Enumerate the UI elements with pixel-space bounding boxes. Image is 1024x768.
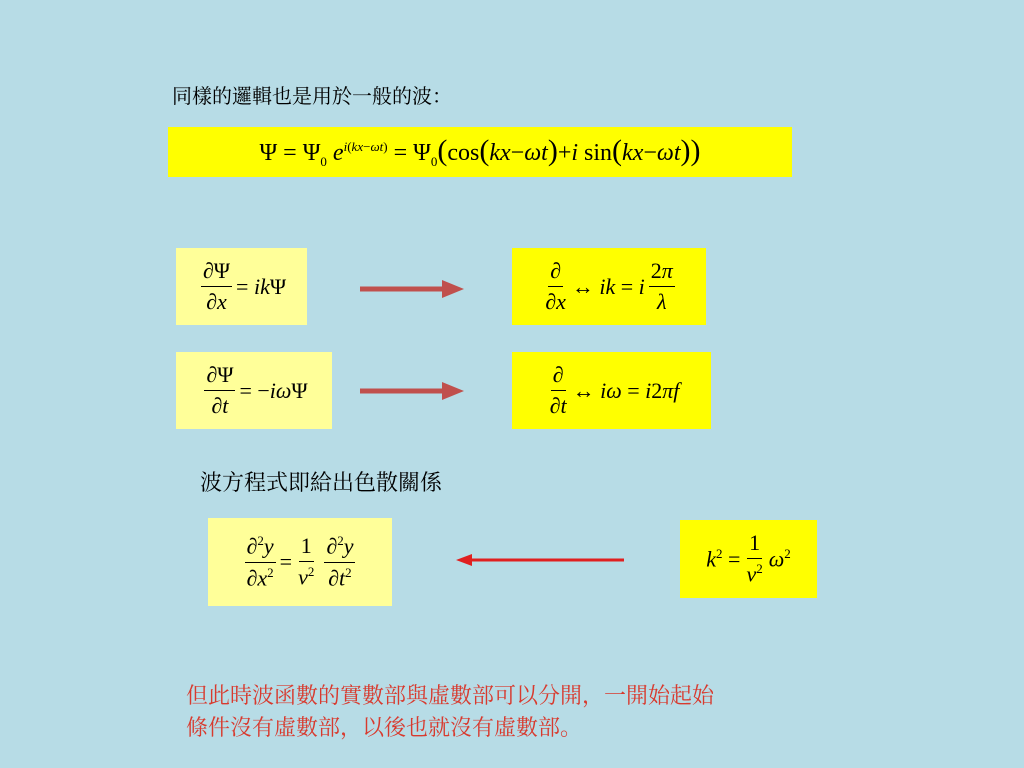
- bottom-note-line-2: 條件沒有虛數部，以後也就沒有虛數部。: [186, 716, 583, 741]
- wave-function-equation: $\Psi = \Psi_0$ $e^{i(kx-\omega t)} = \Psi_0(\cos(kx-\omega t)+i$ sin(kx−ωt)): [168, 127, 792, 177]
- spatial-operator-equation: $\frac{\partial}{\partial x}$ ↔ ik = i $\frac{2\pi}{\lambda}$: [512, 248, 706, 325]
- right-arrow-1: [358, 278, 466, 300]
- spatial-derivative-equation: $\frac{\partial\Psi}{\partial x}$ = ikΨ: [176, 248, 307, 325]
- left-arrow: [454, 549, 626, 571]
- middle-text: 波方程式即給出色散關係: [200, 471, 443, 496]
- dispersion-relation-equation: $k^2$ = $\frac{1}{v^2}$ $\omega^2$: [680, 520, 817, 598]
- bottom-note: [186, 681, 714, 745]
- bottom-note-line-1: 但此時波函數的實數部與虛數部可以分開，一開始起始: [186, 684, 715, 709]
- wave-equation: $\frac{\partial^2y}{\partial x^2}$ = $\frac{1}{v^2}$ $\frac{\partial^2y}{\partial t^2}$: [208, 518, 392, 606]
- intro-text: 同樣的邏輯也是用於一般的波：: [172, 84, 452, 108]
- time-derivative-equation: $\frac{\partial\Psi}{\partial t}$ = −iωΨ: [176, 352, 332, 429]
- time-operator-equation: $\frac{\partial}{\partial t}$ ↔ iω = i2πf: [512, 352, 711, 429]
- right-arrow-2: [358, 380, 466, 402]
